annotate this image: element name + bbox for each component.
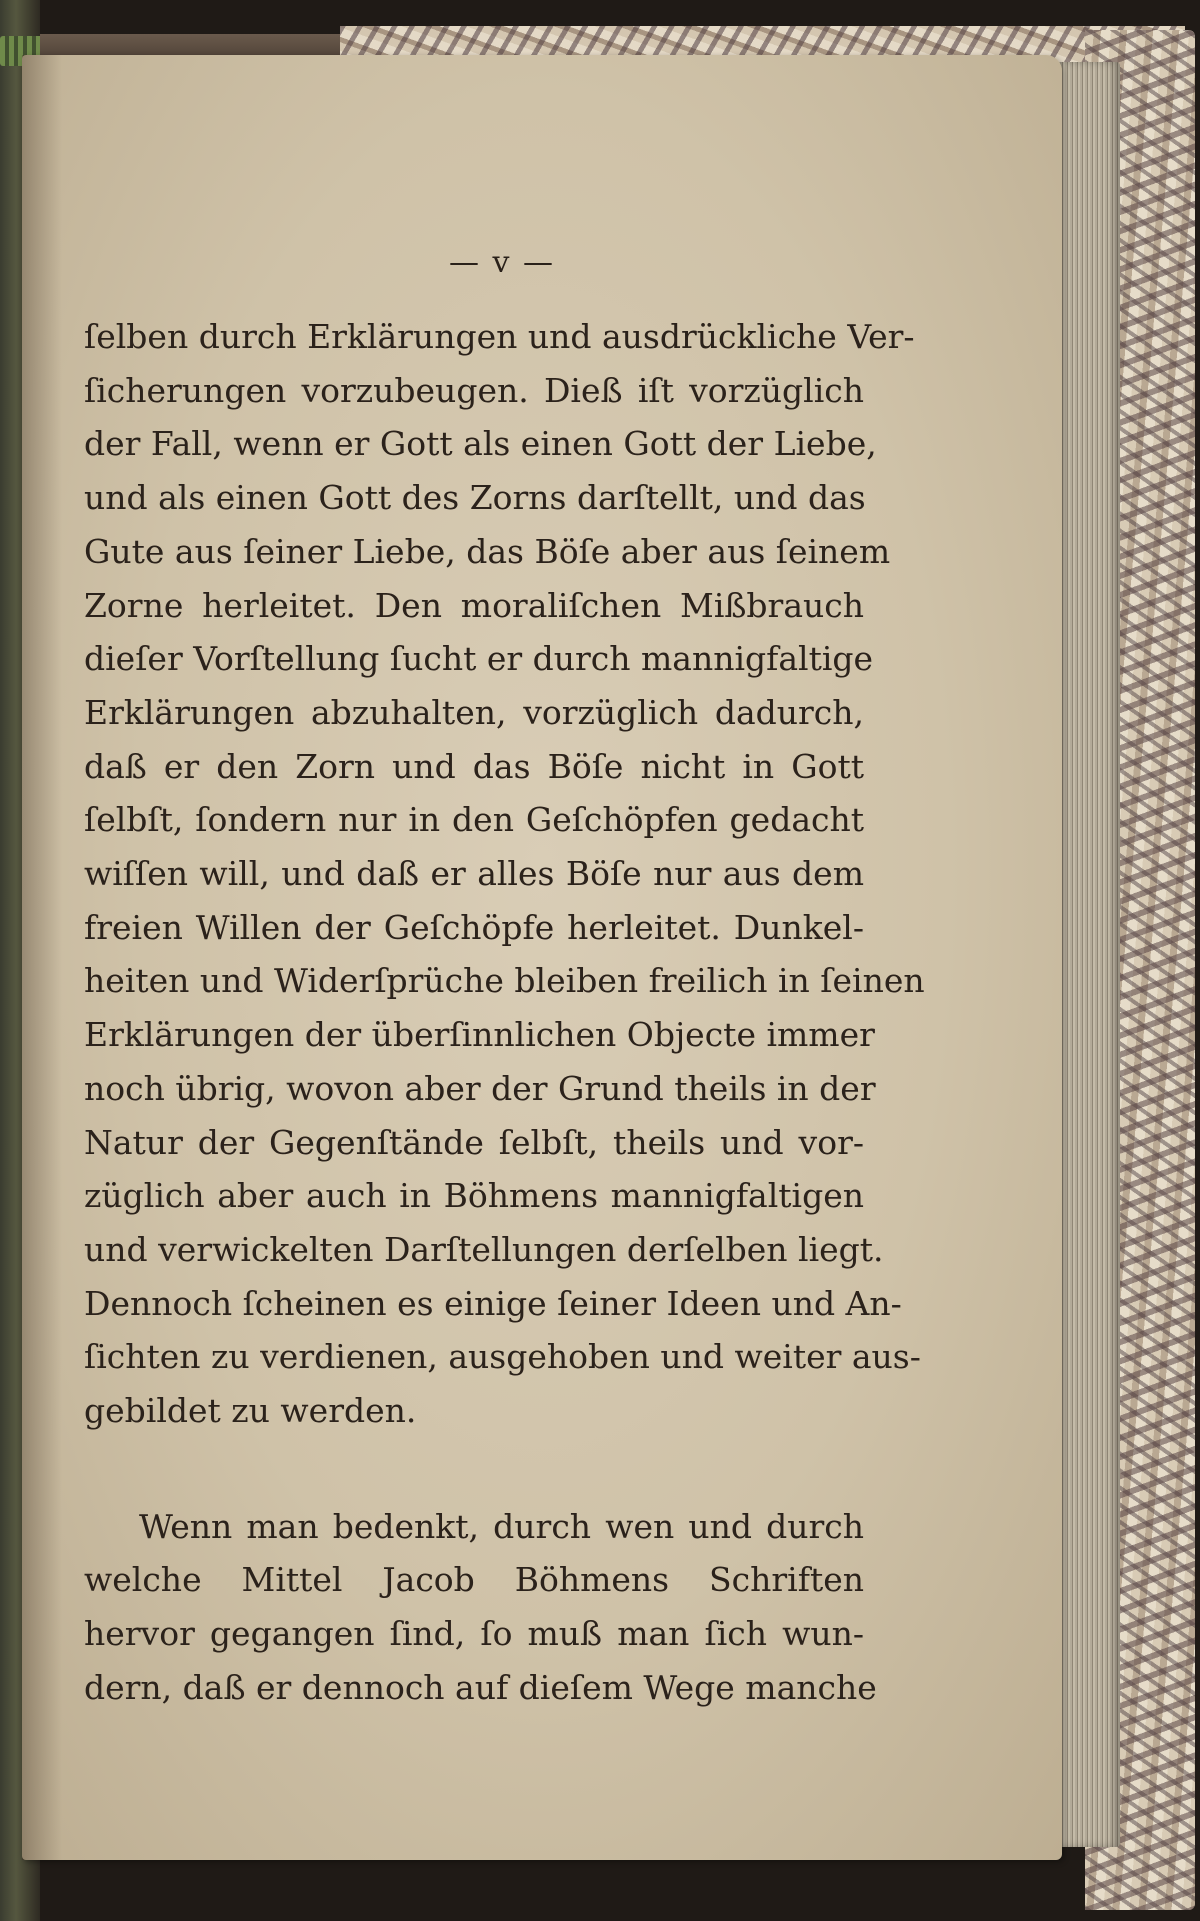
- text-line: und verwickelten Darſtellungen derſelben liegt.: [84, 1229, 884, 1269]
- text-line: Wenn man bedenkt, durch wen und durch: [139, 1506, 864, 1546]
- gutter-shadow: [22, 55, 62, 1860]
- text-line: daß er den Zorn und das Böſe nicht in Gott: [84, 746, 864, 786]
- text-line: freien Willen der Geſchöpfe herleitet. Dunkel-: [84, 907, 864, 947]
- text-line: dern, daß er dennoch auf dieſem Wege manche: [84, 1667, 877, 1707]
- text-line: züglich aber auch in Böhmens mannigfaltigen: [84, 1176, 864, 1216]
- book-page: [22, 55, 1062, 1860]
- text-line: Zorne herleitet. Den moraliſchen Mißbrauch: [84, 585, 864, 625]
- text-line: gebildet zu werden.: [84, 1391, 417, 1431]
- text-line: heiten und Widerſprüche bleiben freilich in ſeinen: [84, 961, 925, 1001]
- text-line: Erklärungen abzuhalten, vorzüglich dadurch,: [84, 692, 864, 732]
- text-line: Gute aus ſeiner Liebe, das Böſe aber aus ſeinem: [84, 531, 891, 571]
- page-number: — v —: [448, 245, 556, 280]
- text-line: Erklärungen der überſinnlichen Objecte immer: [84, 1015, 875, 1055]
- text-line: welche Mittel Jacob Böhmens Schriften: [84, 1560, 864, 1600]
- text-line: ſelben durch Erklärungen und ausdrückliche Ver-: [84, 317, 915, 356]
- text-line: ſelbſt, ſondern nur in den Geſchöpfen gedacht: [84, 800, 864, 840]
- text-line: dieſer Vorſtellung ſucht er durch mannigfaltige: [84, 639, 874, 679]
- text-line: und als einen Gott des Zorns darſtellt, und das: [84, 478, 866, 518]
- paragraph-break: [84, 1438, 864, 1500]
- paragraph-2: [84, 1500, 877, 1715]
- text-line: wiſſen will, und daß er alles Böſe nur aus dem: [84, 854, 864, 894]
- text-line: der Fall, wenn er Gott als einen Gott der Liebe,: [84, 424, 877, 464]
- paragraph-1: [84, 310, 925, 1438]
- text-line: noch übrig, wovon aber der Grund theils in der: [84, 1068, 876, 1108]
- text-line: ſichten zu verdienen, ausgehoben und weiter aus-: [84, 1337, 921, 1377]
- text-line: hervor gegangen ſind, ſo muß man ſich wun-: [84, 1614, 864, 1654]
- body-text: [84, 310, 925, 1715]
- text-line: Dennoch ſcheinen es einige ſeiner Ideen und An-: [84, 1283, 902, 1323]
- text-line: ſicherungen vorzubeugen. Dieß iſt vorzüglich: [84, 370, 864, 410]
- text-line: Natur der Gegenſtände ſelbſt, theils und vor-: [84, 1122, 864, 1162]
